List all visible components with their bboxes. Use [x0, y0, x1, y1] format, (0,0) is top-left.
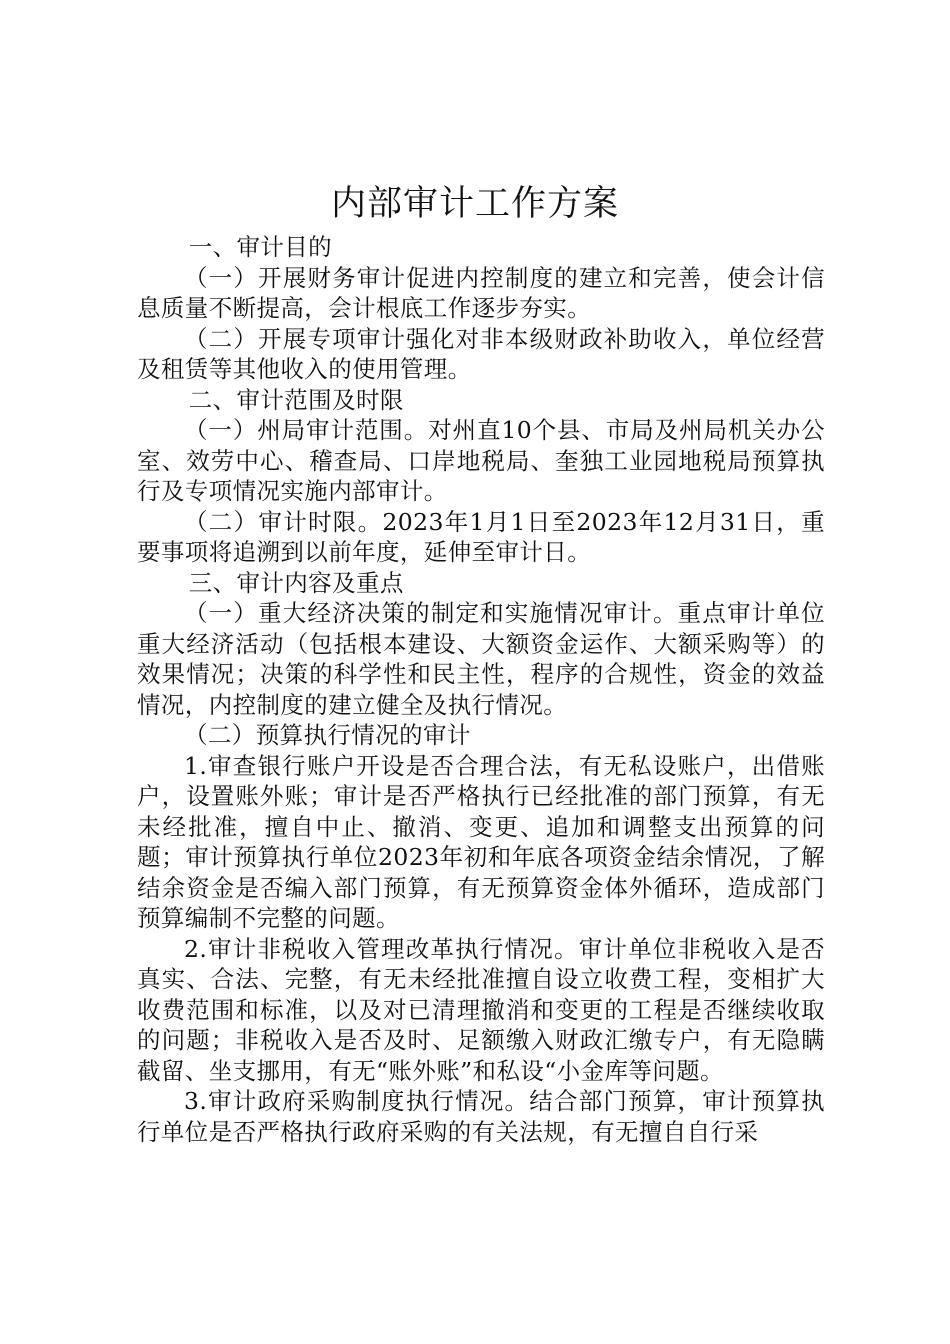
section-heading-2: 二、审计范围及时限	[188, 385, 404, 414]
paragraph-3-2-item-2: 2.审计非税收入管理改革执行情况。审计单位非税收入是否真实、合法、完整，有无未经批准擅自设立收费工程，变相扩大收费范围和标准，以及对已清理撤消和变更的工程是否继续收取的问题；非税收入是否及时、足额缴入财政汇缴专户，有无隐瞒截留、坐支挪用，有无“账外账”和私设“小金库等问题。	[137, 934, 825, 1085]
paragraph-2-2: （二）审计时限。2023年1月1日至2023年12月31日，重要事项将追溯到以前年度，延伸至审计日。	[137, 507, 825, 566]
paragraph-1-2: （二）开展专项审计强化对非本级财政补助收入，单位经营及租赁等其他收入的使用管理。	[137, 324, 825, 383]
paragraph-1-1: （一）开展财务审计促进内控制度的建立和完善，使会计信息质量不断提高，会计根底工作逐步夯实。	[137, 263, 825, 322]
paragraph-3-2: （二）预算执行情况的审计	[184, 721, 471, 749]
paragraph-3-1: （一）重大经济决策的制定和实施情况审计。重点审计单位重大经济活动（包括根本建设、大额资金运作、大额采购等）的效果情况；决策的科学性和民主性，程序的合规性，资金的效益情况，内控制度的建立健全及执行情况。	[137, 599, 825, 719]
document-body	[137, 232, 825, 1147]
paragraph-3-2-item-1: 1.审查银行账户开设是否合理合法，有无私设账户，出借账户，设置账外账；审计是否严格执行已经批准的部门预算，有无未经批准，擅自中止、撤消、变更、追加和调整支出预算的问题；审计预算执行单位2023年初和年底各项资金结余情况，了解结余资金是否编入部门预算，有无预算资金体外循环，造成部门预算编制不完整的问题。	[137, 751, 825, 932]
section-heading-1: 一、审计目的	[188, 233, 333, 261]
section-heading-3: 三、审计内容及重点	[188, 568, 404, 597]
document-title: 内部审计工作方案	[330, 184, 619, 224]
paragraph-2-1: （一）州局审计范围。对州直10个县、市局及州局机关办公室、效劳中心、稽查局、口岸地税局、奎独工业园地税局预算执行及专项情况实施内部审计。	[137, 416, 825, 505]
paragraph-3-2-item-3: 3.审计政府采购制度执行情况。结合部门预算，审计预算执行单位是否严格执行政府采购的有关法规，有无擅自自行采	[137, 1087, 825, 1146]
